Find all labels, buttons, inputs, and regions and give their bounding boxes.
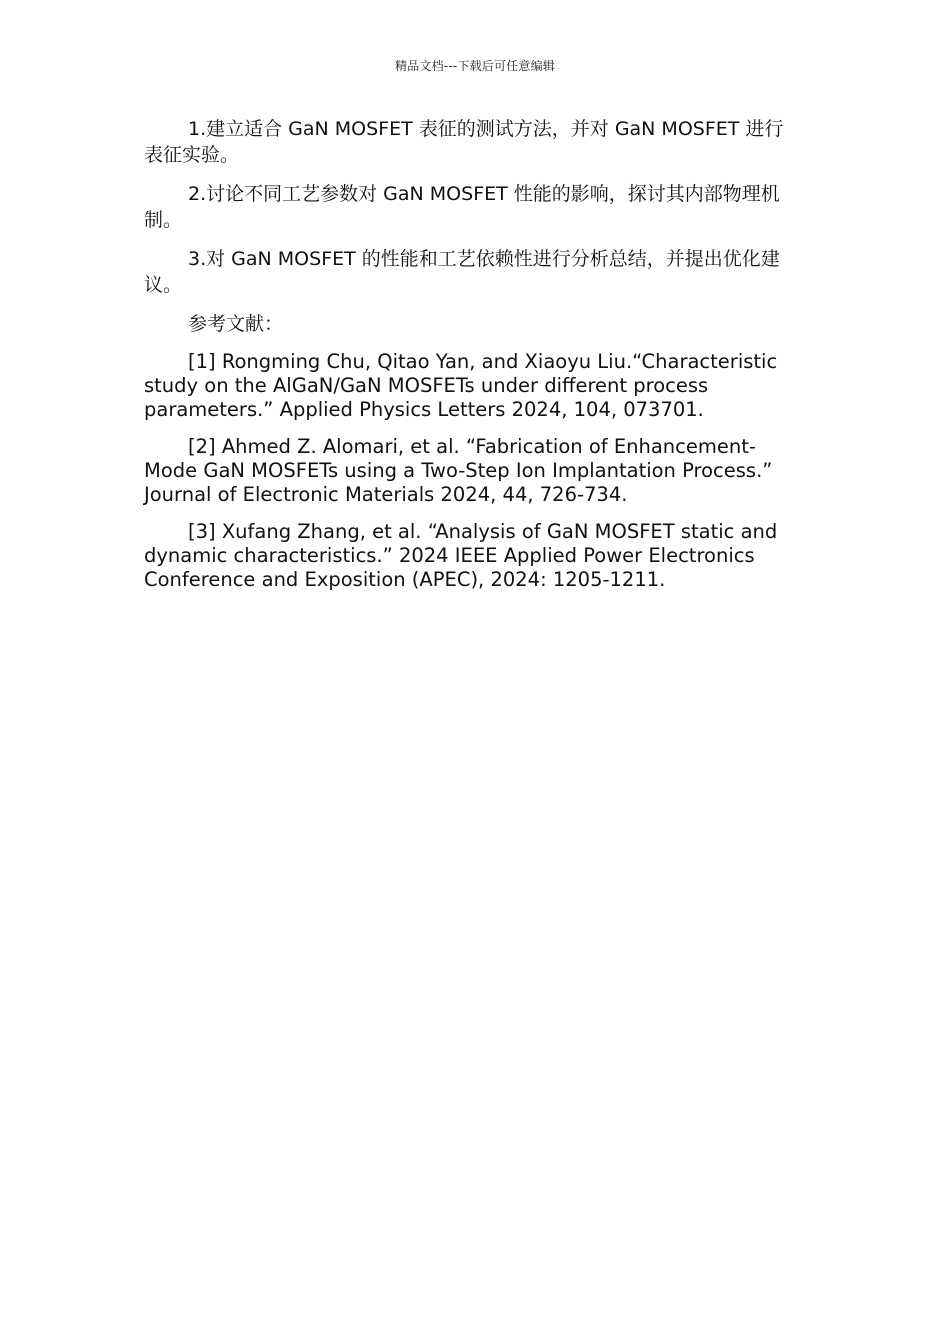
- document-body: [144, 116, 796, 605]
- list-item-2: 2.讨论不同工艺参数对 GaN MOSFET 性能的影响，探讨其内部物理机制。: [144, 183, 780, 231]
- reference-1: [1] Rongming Chu, Qitao Yan, and Xiaoyu Liu.“Characteristic study on the AlGaN/GaN MOSFETs under different process parameters.” Applied Physics Letters 2024, 104, 073701.: [144, 350, 778, 421]
- reference-2: [2] Ahmed Z. Alomari, et al. “Fabrication of Enhancement-Mode GaN MOSFETs using a Two-Step Ion Implantation Process.” Journal of Electronic Materials 2024, 44, 726-734.: [144, 435, 773, 506]
- list-item-1: 1.建立适合 GaN MOSFET 表征的测试方法，并对 GaN MOSFET 进行表征实验。: [144, 118, 784, 166]
- page-header: 精品文档---下载后可任意编辑: [395, 59, 555, 73]
- reference-3: [3] Xufang Zhang, et al. “Analysis of GaN MOSFET static and dynamic characteristics.” 2024 IEEE Applied Power Electronics Conference and Exposition (APEC), 2024: 1205-1211.: [144, 520, 778, 591]
- list-item-3: 3.对 GaN MOSFET 的性能和工艺依赖性进行分析总结，并提出优化建议。: [144, 248, 780, 296]
- references-heading: 参考文献：: [188, 313, 284, 335]
